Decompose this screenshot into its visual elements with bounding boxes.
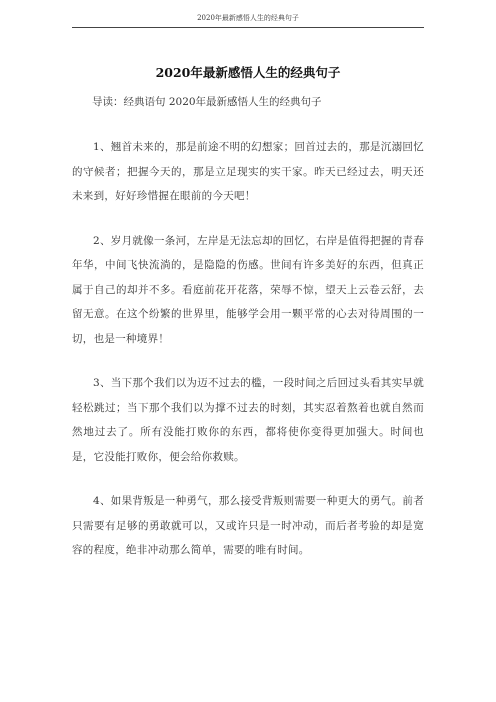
paragraph-2: 2、岁月就像一条河，左岸是无法忘却的回忆，右岸是值得把握的青春年华，中间飞快流淌的，是隐隐的伤感。世间有许多美好的东西，但真正属于自己的却并不多。看庭前花开花落，荣辱不惊，望天上云卷云舒，去留无意。在这个纷繁的世界里，能够学会用一颗平常的心去对待周围的一切，也是一种境界！	[72, 234, 424, 345]
page-title: 2020年最新感悟人生的经典句子	[155, 65, 341, 80]
paragraph-3: 3、当下那个我们以为迈不过去的槛，一段时间之后回过头看其实早就轻松跳过；当下那个我们以为撑不过去的时刻，其实忍着熬着也就自然而然地过去了。所有没能打败你的东西，都将使你变得更加强大。时间也是，它没能打败你，便会给你救赎。	[72, 377, 424, 463]
paragraph-4: 4、如果背叛是一种勇气，那么接受背叛则需要一种更大的勇气。前者只需要有足够的勇敢就可以，又或许只是一时冲动，而后者考验的却是宽容的程度，绝非冲动那么简单，需要的唯有时间。	[72, 495, 424, 556]
header-divider	[72, 27, 424, 28]
article-body	[72, 135, 424, 583]
paragraph-1: 1、翘首未来的，那是前途不明的幻想家；回首过去的，那是沉溺回忆的守候者；把握今天的，那是立足现实的实干家。昨天已经过去，明天还未来到，好好珍惜握在眼前的今天吧！	[72, 141, 424, 202]
running-header: 2020年最新感悟人生的经典句子	[197, 14, 299, 22]
intro-line: 导读：经典语句 2020年最新感悟人生的经典句子	[92, 96, 322, 108]
